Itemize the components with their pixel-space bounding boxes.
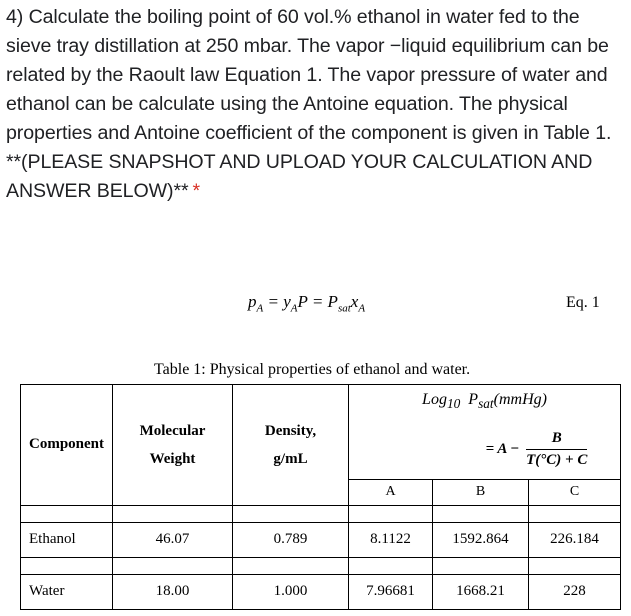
formula-fraction [526, 430, 587, 469]
cell-antoine-c: 228 [529, 574, 621, 609]
header-density [233, 385, 349, 506]
antoine-sat: sat [478, 396, 494, 412]
header-molecular-line2: Weight [149, 450, 196, 467]
table-spacer-row [21, 505, 621, 522]
eq-equals-y: = y [263, 292, 291, 311]
header-density-line1: Density, [264, 422, 317, 439]
cell-density: 1.000 [233, 574, 349, 609]
antoine-formula [486, 430, 588, 469]
eq-sub-a1: A [256, 302, 264, 315]
eq-equals-psat: = P [307, 292, 338, 311]
eq-total-p: P [297, 292, 308, 311]
header-component: Component [21, 385, 113, 506]
header-col-c: C [529, 480, 621, 505]
cell-antoine-b: 1668.21 [433, 574, 529, 609]
required-marker: * [192, 180, 201, 202]
antoine-log: Log [422, 391, 447, 409]
equation-body [248, 292, 365, 314]
equation-label: Eq. 1 [566, 294, 600, 311]
antoine-log-base: 10 [446, 396, 461, 412]
question-text: 4) Calculate the boiling point of 60 vol.% ethanol in water fed to the sieve tray distillation at 250 mbar. The vapor −liquid equilibrium can be related by the Raoult law Equation 1. The vapor pressure of water and ethanol can be calculate using the Antoine equation. The physical properties and Antoine coefficient of the component is given in Table 1. **(PLEASE SNAPSHOT AND UPLOAD YOUR CALCULATION AND ANSWER BELOW)** [6, 6, 612, 202]
eq-p-a: p [248, 292, 257, 311]
header-antoine-formula [349, 419, 621, 480]
header-density-line2: g/mL [273, 450, 308, 467]
cell-antoine-b: 1592.864 [433, 522, 529, 557]
cell-molecular-weight: 18.00 [113, 574, 233, 609]
header-col-a: A [349, 480, 433, 505]
formula-numerator: B [526, 430, 587, 450]
header-col-b: B [433, 480, 529, 505]
header-molecular-weight [113, 385, 233, 506]
question-text-block [6, 3, 628, 206]
antoine-p: P [468, 391, 479, 409]
cell-antoine-a: 8.1122 [349, 522, 433, 557]
cell-density: 0.789 [233, 522, 349, 557]
cell-molecular-weight: 46.07 [113, 522, 233, 557]
raoult-equation [0, 288, 631, 322]
table-spacer-row [21, 557, 621, 574]
antoine-unit: (mmHg) [493, 391, 547, 409]
table-row [21, 522, 621, 557]
eq-sub-a3: A [358, 302, 366, 315]
properties-table [20, 384, 621, 610]
cell-component: Ethanol [21, 522, 113, 557]
header-molecular-line1: Molecular [139, 422, 206, 439]
eq-x: x [350, 292, 359, 311]
table-row [21, 574, 621, 609]
eq-sub-a2: A [290, 302, 298, 315]
header-antoine-title [349, 385, 621, 420]
table-caption: Table 1: Physical properties of ethanol and water. [154, 361, 471, 378]
cell-antoine-a: 7.96681 [349, 574, 433, 609]
formula-lhs: = A − [485, 440, 520, 457]
cell-component: Water [21, 574, 113, 609]
eq-sub-sat: sat [337, 302, 351, 315]
formula-denominator: T(°C) + C [526, 451, 588, 468]
cell-antoine-c: 226.184 [529, 522, 621, 557]
